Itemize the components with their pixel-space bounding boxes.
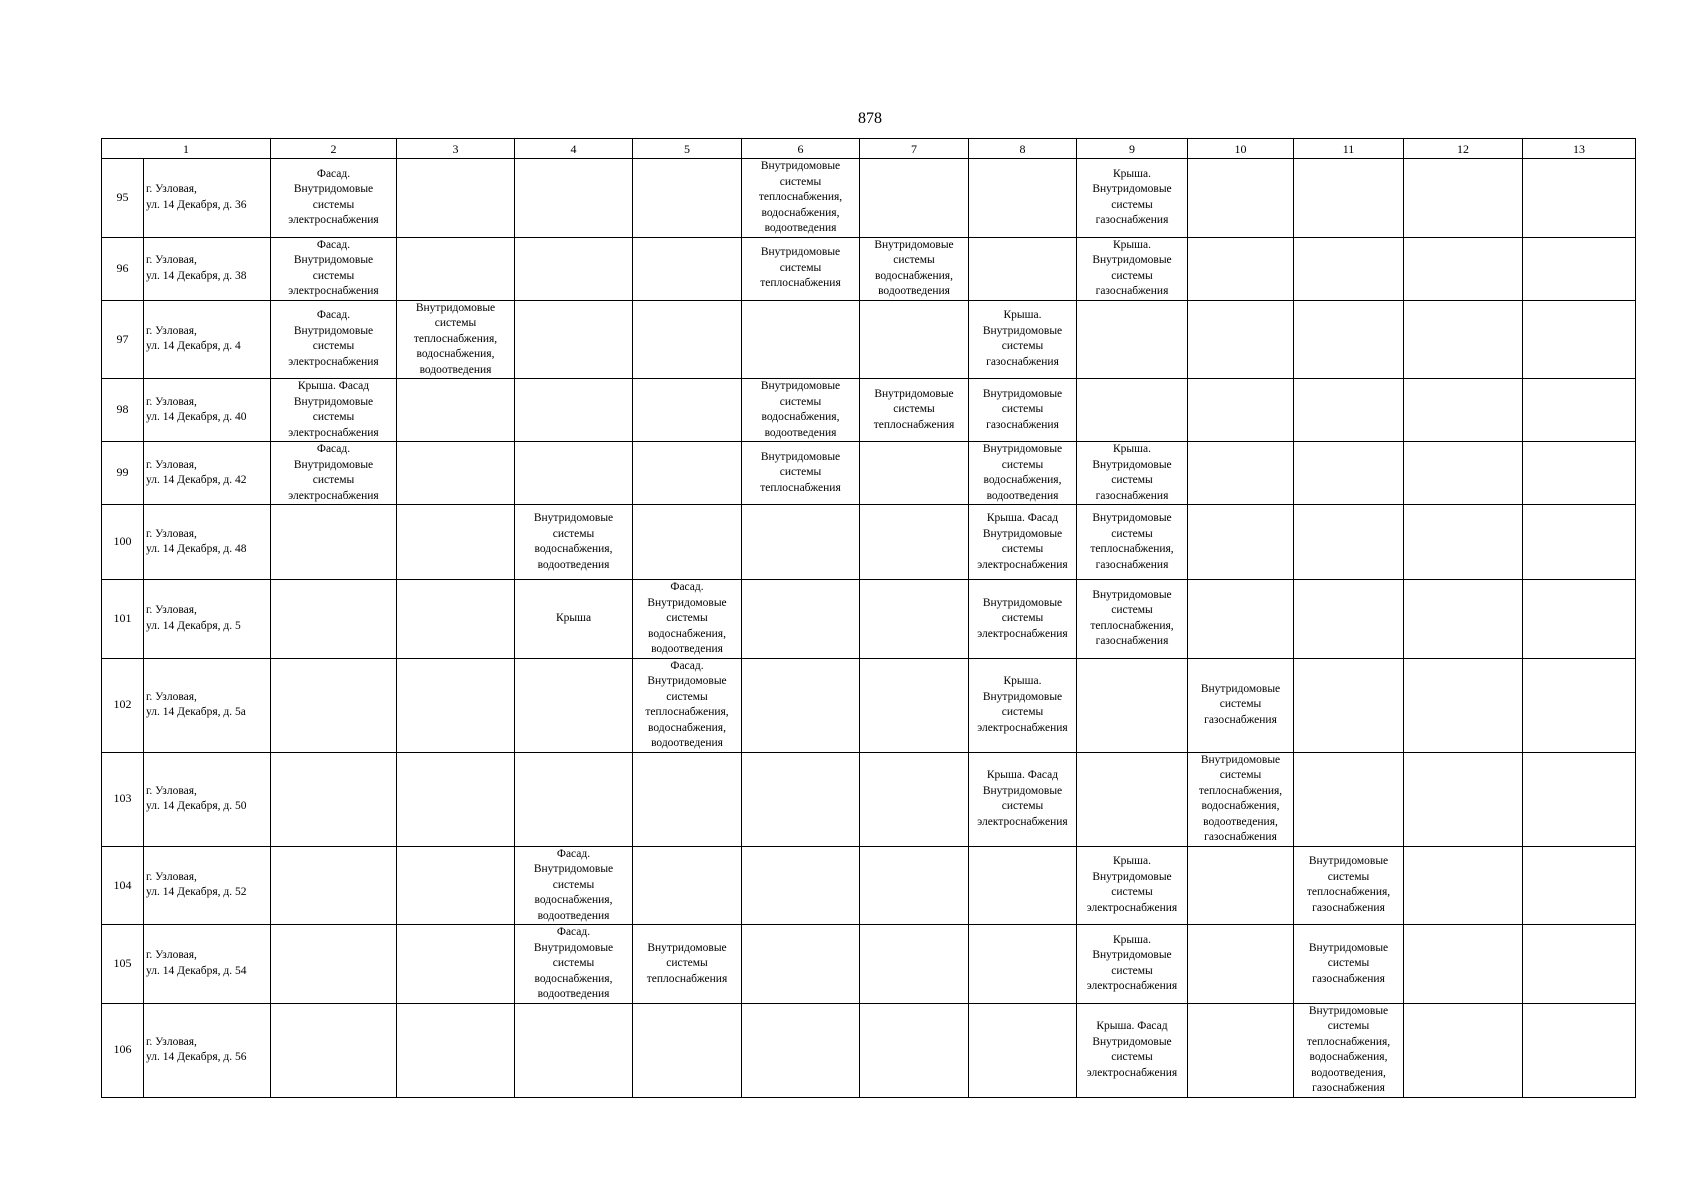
work-cell-col-10 — [1188, 846, 1294, 925]
work-cell-col-12 — [1404, 1003, 1523, 1097]
work-cell-col-8 — [969, 442, 1077, 505]
address-cell — [144, 580, 271, 659]
work-cell-col-13 — [1523, 159, 1636, 238]
address-text: г. Узловая, ул. 14 Декабря, д. 40 — [146, 395, 247, 423]
table-row — [102, 1003, 1636, 1097]
work-cell-col-6 — [742, 379, 860, 442]
column-header-3: 3 — [397, 139, 515, 159]
work-cell-col-3 — [397, 379, 515, 442]
address-text: г. Узловая, ул. 14 Декабря, д. 38 — [146, 254, 247, 282]
work-text: Крыша. Внутридомовые системы газоснабжения — [1092, 443, 1172, 502]
work-text: Крыша — [555, 612, 592, 624]
work-cell-col-7 — [860, 237, 969, 300]
work-cell-col-5 — [633, 658, 742, 752]
work-text: Крыша. Внутридомовые системы электроснабжения — [1086, 855, 1178, 914]
work-cell-col-7 — [860, 1003, 969, 1097]
work-cell-col-7 — [860, 925, 969, 1004]
work-cell-col-10 — [1188, 442, 1294, 505]
work-cell-col-11 — [1294, 505, 1404, 580]
work-cell-col-12 — [1404, 580, 1523, 659]
work-text: Фасад. Внутридомовые системы электроснабжения — [288, 443, 379, 502]
work-cell-col-7 — [860, 752, 969, 846]
work-cell-col-12 — [1404, 846, 1523, 925]
work-cell-col-12 — [1404, 442, 1523, 505]
work-cell-col-12 — [1404, 379, 1523, 442]
work-cell-col-3 — [397, 752, 515, 846]
work-cell-col-8 — [969, 752, 1077, 846]
work-text: Внутридомовые системы газоснабжения — [1200, 682, 1281, 726]
table-row — [102, 379, 1636, 442]
column-header-11: 11 — [1294, 139, 1404, 159]
work-cell-col-6 — [742, 658, 860, 752]
work-cell-col-8 — [969, 159, 1077, 238]
table-row — [102, 580, 1636, 659]
address-text: г. Узловая, ул. 14 Декабря, д. 4 — [146, 324, 241, 353]
work-cell-col-5 — [633, 1003, 742, 1097]
work-cell-col-4 — [515, 752, 633, 846]
work-cell-col-9 — [1077, 159, 1188, 238]
work-text: Внутридомовые системы теплоснабжения, газоснабжения — [1306, 855, 1391, 914]
work-cell-col-4 — [515, 658, 633, 752]
work-cell-col-13 — [1523, 846, 1636, 925]
work-text: Внутридомовые системы водоснабжения, водоотведения — [760, 380, 841, 439]
address-cell — [144, 379, 271, 442]
address-text: г. Узловая, ул. 14 Декабря, д. 36 — [146, 183, 247, 211]
work-cell-col-6 — [742, 846, 860, 925]
work-cell-col-12 — [1404, 925, 1523, 1004]
work-text: Внутридомовые системы водоснабжения, водоотведения — [533, 512, 614, 571]
work-text: Крыша. Фасад Внутридомовые системы электроснабжения — [977, 769, 1068, 828]
work-cell-col-4 — [515, 580, 633, 659]
work-cell-col-11 — [1294, 159, 1404, 238]
address-text: г. Узловая, ул. 14 Декабря, д. 5а — [146, 690, 246, 718]
work-text: Внутридомовые системы водоснабжения, водоотведения — [982, 443, 1063, 502]
work-cell-col-8 — [969, 379, 1077, 442]
work-cell-col-10 — [1188, 505, 1294, 580]
work-cell-col-13 — [1523, 300, 1636, 379]
work-cell-col-11 — [1294, 658, 1404, 752]
work-cell-col-5 — [633, 580, 742, 659]
column-header-2: 2 — [271, 139, 397, 159]
work-text: Фасад. Внутридомовые системы водоснабжения, водоотведения — [533, 847, 614, 922]
row-number-cell: 106 — [102, 1003, 144, 1097]
table-row — [102, 442, 1636, 505]
work-cell-col-13 — [1523, 752, 1636, 846]
table-body — [102, 139, 1636, 1098]
work-cell-col-4 — [515, 505, 633, 580]
work-cell-col-4 — [515, 300, 633, 379]
work-text: Фасад. Внутридомовые системы теплоснабжения, водоснабжения, водоотведения — [645, 659, 729, 749]
work-cell-col-8 — [969, 580, 1077, 659]
work-cell-col-9 — [1077, 300, 1188, 379]
row-number-cell: 104 — [102, 846, 144, 925]
work-cell-col-10 — [1188, 752, 1294, 846]
work-cell-col-6 — [742, 442, 860, 505]
address-cell — [144, 237, 271, 300]
work-cell-col-11 — [1294, 237, 1404, 300]
column-header-13: 13 — [1523, 139, 1636, 159]
work-cell-col-10 — [1188, 925, 1294, 1004]
work-cell-col-13 — [1523, 580, 1636, 659]
work-text: Фасад. Внутридомовые системы электроснабжения — [288, 167, 379, 227]
address-text: г. Узловая, ул. 14 Декабря, д. 42 — [146, 458, 247, 486]
column-header-5: 5 — [633, 139, 742, 159]
work-cell-col-10 — [1188, 159, 1294, 238]
work-cell-col-12 — [1404, 159, 1523, 238]
table-row — [102, 505, 1636, 580]
work-cell-col-6 — [742, 580, 860, 659]
work-cell-col-12 — [1404, 300, 1523, 379]
work-cell-col-10 — [1188, 658, 1294, 752]
work-text: Крыша. Внутридомовые системы газоснабжения — [1092, 167, 1172, 227]
work-text: Внутридомовые системы теплоснабжения — [873, 387, 955, 431]
work-cell-col-7 — [860, 505, 969, 580]
work-cell-col-4 — [515, 925, 633, 1004]
work-cell-col-8 — [969, 846, 1077, 925]
work-text: Фасад. Внутридомовые системы водоснабжения, водоотведения — [533, 926, 614, 1000]
work-cell-col-9 — [1077, 752, 1188, 846]
work-cell-col-10 — [1188, 237, 1294, 300]
address-cell — [144, 658, 271, 752]
work-cell-col-11 — [1294, 379, 1404, 442]
work-cell-col-5 — [633, 752, 742, 846]
work-cell-col-9 — [1077, 505, 1188, 580]
work-text: Внутридомовые системы теплоснабжения — [760, 246, 841, 290]
work-cell-col-2 — [271, 658, 397, 752]
work-cell-col-4 — [515, 442, 633, 505]
work-cell-col-3 — [397, 505, 515, 580]
work-cell-col-9 — [1077, 1003, 1188, 1097]
work-text: Внутридомовые системы теплоснабжения, водоснабжения, водоотведения, газоснабжения — [1306, 1004, 1391, 1094]
row-number-cell: 98 — [102, 379, 144, 442]
work-text: Внутридомовые системы теплоснабжения — [646, 941, 728, 985]
row-number-cell: 97 — [102, 300, 144, 379]
work-cell-col-7 — [860, 846, 969, 925]
work-text: Внутридомовые системы электроснабжения — [977, 596, 1068, 640]
address-text: г. Узловая, ул. 14 Декабря, д. 50 — [146, 784, 247, 812]
work-cell-col-4 — [515, 237, 633, 300]
row-number-cell: 99 — [102, 442, 144, 505]
work-cell-col-10 — [1188, 1003, 1294, 1097]
address-cell — [144, 752, 271, 846]
work-text: Крыша. Внутридомовые системы электроснабжения — [977, 675, 1068, 734]
work-cell-col-11 — [1294, 752, 1404, 846]
work-cell-col-3 — [397, 442, 515, 505]
work-cell-col-2 — [271, 505, 397, 580]
column-header-6: 6 — [742, 139, 860, 159]
work-cell-col-4 — [515, 846, 633, 925]
work-cell-col-7 — [860, 442, 969, 505]
work-cell-col-11 — [1294, 1003, 1404, 1097]
work-cell-col-3 — [397, 846, 515, 925]
table-row — [102, 658, 1636, 752]
header-row — [102, 139, 1636, 159]
work-cell-col-11 — [1294, 442, 1404, 505]
work-cell-col-2 — [271, 1003, 397, 1097]
work-cell-col-10 — [1188, 379, 1294, 442]
address-cell — [144, 1003, 271, 1097]
work-cell-col-8 — [969, 925, 1077, 1004]
work-text: Внутридомовые системы водоснабжения, водоотведения — [874, 238, 954, 297]
work-text: Крыша. Фасад Внутридомовые системы электроснабжения — [288, 380, 379, 439]
address-cell — [144, 846, 271, 925]
work-cell-col-3 — [397, 159, 515, 238]
work-cell-col-2 — [271, 846, 397, 925]
work-cell-col-6 — [742, 752, 860, 846]
work-cell-col-6 — [742, 159, 860, 238]
work-text: Крыша. Фасад Внутридомовые системы электроснабжения — [1086, 1020, 1178, 1079]
work-text: Внутридомовые системы теплоснабжения, газоснабжения — [1090, 588, 1174, 648]
work-cell-col-4 — [515, 1003, 633, 1097]
row-number-cell: 100 — [102, 505, 144, 580]
work-cell-col-8 — [969, 1003, 1077, 1097]
column-header-8: 8 — [969, 139, 1077, 159]
address-cell — [144, 300, 271, 379]
address-cell — [144, 925, 271, 1004]
work-cell-col-9 — [1077, 237, 1188, 300]
column-header-7: 7 — [860, 139, 969, 159]
column-header-1: 1 — [102, 139, 271, 159]
work-cell-col-7 — [860, 159, 969, 238]
work-cell-col-5 — [633, 846, 742, 925]
work-cell-col-3 — [397, 1003, 515, 1097]
address-cell — [144, 159, 271, 238]
work-cell-col-9 — [1077, 580, 1188, 659]
work-cell-col-5 — [633, 505, 742, 580]
row-number-cell: 96 — [102, 237, 144, 300]
address-text: г. Узловая, ул. 14 Декабря, д. 48 — [146, 527, 247, 555]
column-header-12: 12 — [1404, 139, 1523, 159]
work-cell-col-9 — [1077, 925, 1188, 1004]
work-cell-col-12 — [1404, 658, 1523, 752]
work-cell-col-10 — [1188, 580, 1294, 659]
work-cell-col-6 — [742, 300, 860, 379]
repair-schedule-table — [101, 138, 1636, 1098]
work-cell-col-5 — [633, 442, 742, 505]
work-cell-col-4 — [515, 159, 633, 238]
work-cell-col-2 — [271, 159, 397, 238]
table-row — [102, 300, 1636, 379]
work-cell-col-8 — [969, 237, 1077, 300]
work-cell-col-9 — [1077, 379, 1188, 442]
work-cell-col-6 — [742, 1003, 860, 1097]
work-cell-col-5 — [633, 237, 742, 300]
work-cell-col-13 — [1523, 237, 1636, 300]
work-cell-col-5 — [633, 159, 742, 238]
work-cell-col-2 — [271, 752, 397, 846]
column-header-4: 4 — [515, 139, 633, 159]
work-cell-col-12 — [1404, 752, 1523, 846]
row-number-cell: 101 — [102, 580, 144, 659]
work-cell-col-3 — [397, 925, 515, 1004]
table-row — [102, 752, 1636, 846]
work-text: Крыша. Внутридомовые системы электроснабжения — [1086, 933, 1178, 993]
table-row — [102, 846, 1636, 925]
address-text: г. Узловая, ул. 14 Декабря, д. 5 — [146, 604, 241, 632]
work-cell-col-8 — [969, 300, 1077, 379]
work-cell-col-6 — [742, 505, 860, 580]
row-number-cell: 105 — [102, 925, 144, 1004]
work-cell-col-11 — [1294, 846, 1404, 925]
address-cell — [144, 442, 271, 505]
work-text: Внутридомовые системы теплоснабжения, газоснабжения — [1090, 512, 1174, 571]
row-number-cell: 103 — [102, 752, 144, 846]
work-text: Крыша. Внутридомовые системы газоснабжения — [1092, 238, 1172, 297]
work-cell-col-8 — [969, 658, 1077, 752]
work-cell-col-11 — [1294, 580, 1404, 659]
work-text: Внутридомовые системы газоснабжения — [982, 387, 1063, 431]
work-cell-col-4 — [515, 379, 633, 442]
work-cell-col-2 — [271, 300, 397, 379]
work-cell-col-13 — [1523, 442, 1636, 505]
address-cell — [144, 505, 271, 580]
work-text: Внутридомовые системы теплоснабжения — [760, 450, 841, 494]
work-cell-col-7 — [860, 580, 969, 659]
work-cell-col-2 — [271, 580, 397, 659]
work-text: Внутридомовые системы теплоснабжения, водоснабжения, водоотведения — [758, 160, 843, 234]
work-cell-col-12 — [1404, 237, 1523, 300]
work-cell-col-2 — [271, 379, 397, 442]
work-cell-col-3 — [397, 300, 515, 379]
work-cell-col-9 — [1077, 658, 1188, 752]
work-cell-col-7 — [860, 300, 969, 379]
work-cell-col-10 — [1188, 300, 1294, 379]
work-cell-col-6 — [742, 237, 860, 300]
work-cell-col-3 — [397, 580, 515, 659]
work-cell-col-11 — [1294, 300, 1404, 379]
work-cell-col-9 — [1077, 442, 1188, 505]
work-cell-col-13 — [1523, 505, 1636, 580]
work-cell-col-3 — [397, 237, 515, 300]
work-text: Фасад. Внутридомовые системы водоснабжения, водоотведения — [647, 581, 727, 655]
work-cell-col-2 — [271, 442, 397, 505]
work-text: Крыша. Фасад Внутридомовые системы электроснабжения — [977, 512, 1068, 571]
work-text: Крыша. Внутридомовые системы газоснабжения — [982, 309, 1063, 368]
work-text: Фасад. Внутридомовые системы электроснабжения — [288, 238, 379, 297]
work-cell-col-3 — [397, 658, 515, 752]
column-header-9: 9 — [1077, 139, 1188, 159]
work-cell-col-7 — [860, 379, 969, 442]
work-cell-col-2 — [271, 237, 397, 300]
work-cell-col-7 — [860, 658, 969, 752]
table-row — [102, 925, 1636, 1004]
work-text: Фасад. Внутридомовые системы электроснабжения — [288, 309, 379, 368]
work-cell-col-5 — [633, 300, 742, 379]
work-cell-col-2 — [271, 925, 397, 1004]
work-text: Внутридомовые системы теплоснабжения, водоснабжения, водоотведения, газоснабжения — [1198, 753, 1283, 843]
address-text: г. Узловая, ул. 14 Декабря, д. 54 — [146, 949, 247, 977]
page-number: 878 — [858, 110, 882, 127]
work-cell-col-13 — [1523, 379, 1636, 442]
address-text: г. Узловая, ул. 14 Декабря, д. 56 — [146, 1035, 247, 1063]
column-header-10: 10 — [1188, 139, 1294, 159]
work-cell-col-5 — [633, 379, 742, 442]
work-cell-col-12 — [1404, 505, 1523, 580]
work-cell-col-11 — [1294, 925, 1404, 1004]
table-row — [102, 159, 1636, 238]
table-row — [102, 237, 1636, 300]
work-cell-col-13 — [1523, 1003, 1636, 1097]
work-cell-col-13 — [1523, 658, 1636, 752]
work-text: Внутридомовые системы теплоснабжения, водоснабжения, водоотведения — [413, 301, 498, 376]
work-cell-col-8 — [969, 505, 1077, 580]
row-number-cell: 95 — [102, 159, 144, 238]
work-text: Внутридомовые системы газоснабжения — [1308, 941, 1389, 985]
row-number-cell: 102 — [102, 658, 144, 752]
work-cell-col-9 — [1077, 846, 1188, 925]
address-text: г. Узловая, ул. 14 Декабря, д. 52 — [146, 870, 247, 899]
work-cell-col-13 — [1523, 925, 1636, 1004]
work-cell-col-5 — [633, 925, 742, 1004]
work-cell-col-6 — [742, 925, 860, 1004]
